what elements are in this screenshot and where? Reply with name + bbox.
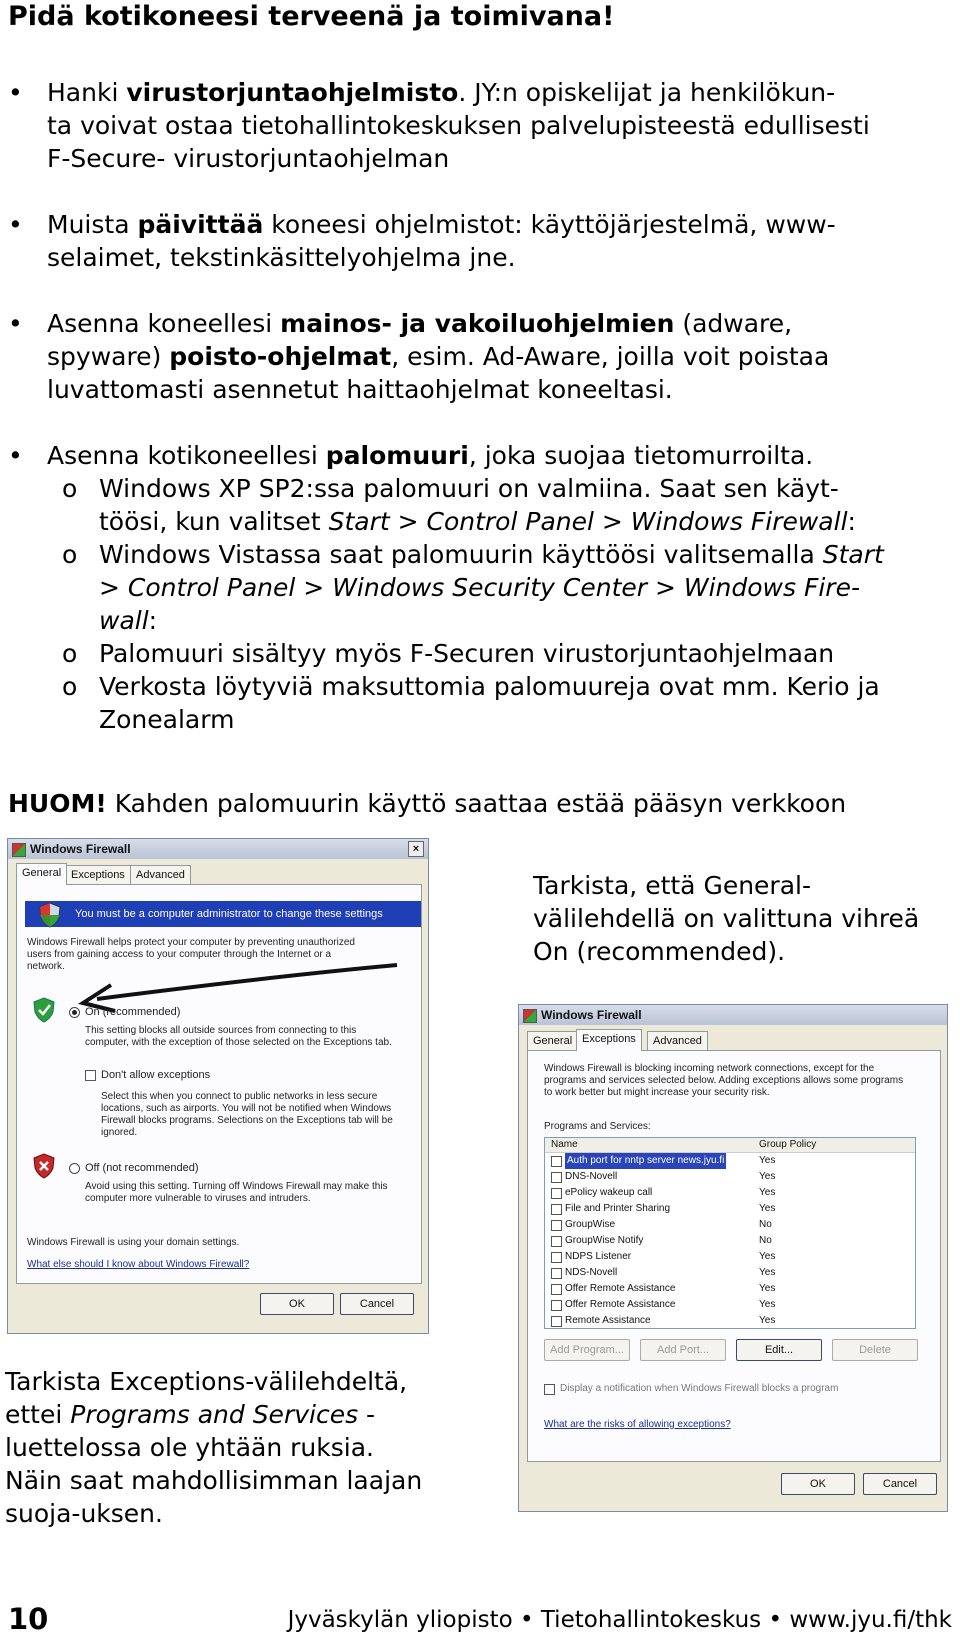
bullet-firewall xyxy=(0,439,960,736)
intro-text: Windows Firewall is blocking incoming network connections, except for the programs and services selected below. Adding exceptions allows some programs to work better but might increase your security risk. xyxy=(544,1063,904,1098)
row-policy: Yes xyxy=(759,1267,776,1278)
bold-text: palomuuri xyxy=(325,441,469,470)
firewall-sublist xyxy=(0,472,960,736)
on-label: On (recommended) xyxy=(85,1006,181,1018)
tab-advanced[interactable]: Advanced xyxy=(130,865,191,884)
text: Hanki xyxy=(47,78,127,107)
text: > xyxy=(593,507,631,536)
caption-general: Tarkista, että General-välilehdellä on valittuna vihreä On (recommended). xyxy=(533,871,920,966)
dialog-title: Windows Firewall xyxy=(30,842,131,856)
row-name: GroupWise Notify xyxy=(565,1235,644,1246)
tab-strip xyxy=(8,863,428,885)
text: töösi, kun valitset xyxy=(99,507,329,536)
list-row[interactable] xyxy=(545,1265,915,1281)
off-radio[interactable] xyxy=(69,1163,80,1174)
list-row[interactable] xyxy=(545,1249,915,1265)
shield-icon xyxy=(39,902,61,928)
warning-note xyxy=(8,787,846,820)
firewall-icon xyxy=(12,843,26,857)
general-panel xyxy=(16,884,422,1284)
text: > xyxy=(647,573,684,602)
delete-button[interactable]: Delete xyxy=(832,1339,918,1361)
tab-exceptions[interactable]: Exceptions xyxy=(65,865,131,884)
green-shield-icon xyxy=(33,997,55,1023)
cancel-button[interactable]: Cancel xyxy=(340,1293,414,1315)
row-policy: Yes xyxy=(759,1283,776,1294)
row-policy: Yes xyxy=(759,1187,776,1198)
dialog-title: Windows Firewall xyxy=(541,1008,642,1022)
firewall-general-dialog xyxy=(7,838,429,1334)
text: Windows XP SP2:ssa palomuuri on valmiina. Saat sen käyt- xyxy=(99,474,839,503)
text: ta voivat ostaa tietohallintokeskuksen palvelupisteestä edullisesti xyxy=(47,111,870,140)
ok-button[interactable]: OK xyxy=(260,1293,334,1315)
text: , joka suojaa tietomurroilta. xyxy=(468,441,814,470)
row-name: ePolicy wakeup call xyxy=(565,1187,653,1198)
row-checkbox[interactable] xyxy=(551,1300,562,1311)
text: > xyxy=(295,573,333,602)
col-group-policy[interactable]: Group Policy xyxy=(759,1139,817,1150)
text: : xyxy=(148,606,158,635)
sub-item-fsecure: o Palomuuri sisältyy myös F-Securen virustorjuntaohjelmaan xyxy=(0,637,960,670)
close-icon[interactable]: × xyxy=(408,841,424,857)
bullet-antivirus xyxy=(0,76,960,175)
row-name: GroupWise xyxy=(565,1219,616,1230)
page-number: 10 xyxy=(8,1602,49,1636)
row-name: Offer Remote Assistance xyxy=(565,1283,676,1294)
col-name[interactable]: Name xyxy=(551,1139,578,1150)
sub-item-vista xyxy=(0,538,960,637)
caption-exceptions xyxy=(5,1365,435,1530)
row-checkbox[interactable] xyxy=(551,1268,562,1279)
row-checkbox[interactable] xyxy=(551,1236,562,1247)
bullet-adware xyxy=(0,307,960,406)
page-footer xyxy=(0,1604,960,1636)
row-policy: Yes xyxy=(759,1251,776,1262)
tab-general[interactable]: General xyxy=(527,1031,578,1050)
row-policy: Yes xyxy=(759,1299,776,1310)
edit-button[interactable]: Edit... xyxy=(736,1339,822,1361)
list-row[interactable] xyxy=(545,1201,915,1217)
note-label: HUOM! xyxy=(8,789,107,818)
row-name: File and Printer Sharing xyxy=(565,1203,671,1214)
text: F-Secure- virustorjuntaohjelman xyxy=(47,144,450,173)
help-link[interactable]: What else should I know about Windows Firewall? xyxy=(27,1259,250,1270)
cancel-button[interactable]: Cancel xyxy=(863,1473,937,1495)
row-policy: Yes xyxy=(759,1315,776,1326)
row-checkbox[interactable] xyxy=(551,1188,562,1199)
text: selaimet, tekstinkäsittelyohjelma jne. xyxy=(47,243,516,272)
note-text: Kahden palomuurin käyttö saattaa estää pääsyn verkkoon xyxy=(106,789,847,818)
list-header xyxy=(545,1138,915,1153)
row-policy: Yes xyxy=(759,1203,776,1214)
row-policy: No xyxy=(759,1235,772,1246)
dialog-titlebar xyxy=(8,839,428,859)
text: Asenna kotikoneellesi xyxy=(47,441,326,470)
dont-allow-label: Don't allow exceptions xyxy=(101,1069,211,1081)
tab-exceptions[interactable]: Exceptions xyxy=(576,1029,642,1051)
row-name: Auth port for nntp server news.jyu.fi xyxy=(565,1153,726,1169)
add-program-button[interactable]: Add Program... xyxy=(544,1339,630,1361)
bold-text: mainos- ja vakoiluohjelmien xyxy=(280,309,675,338)
text: koneesi ohjelmistot: käyttöjärjestelmä, www- xyxy=(263,210,836,239)
row-name: Remote Assistance xyxy=(565,1315,651,1326)
list-row[interactable] xyxy=(545,1313,915,1329)
text: > xyxy=(389,507,427,536)
text: -luettelossa ole yhtään ruksia. Näin saat mahdollisimman laajan suoja-uksen. xyxy=(5,1400,423,1528)
text: . JY:n opiskelijat ja henkilökun- xyxy=(458,78,836,107)
row-policy: Yes xyxy=(759,1155,776,1166)
row-checkbox[interactable] xyxy=(551,1172,562,1183)
red-shield-icon xyxy=(33,1153,55,1179)
bold-text: virustorjuntaohjelmisto xyxy=(126,78,459,107)
list-row[interactable] xyxy=(545,1297,915,1313)
text: Tarkista Exceptions-välilehdeltä, ettei xyxy=(5,1367,408,1429)
banner-text: You must be a computer administrator to change these settings xyxy=(75,908,383,920)
page-title: Pidä kotikoneesi terveenä ja toimivana! xyxy=(8,1,615,32)
italic-text: Start xyxy=(822,540,884,569)
exceptions-panel xyxy=(527,1050,941,1462)
domain-note: Windows Firewall is using your domain settings. xyxy=(27,1237,240,1248)
text: Muista xyxy=(47,210,138,239)
row-checkbox[interactable] xyxy=(551,1284,562,1295)
notify-label: Display a notification when Windows Firewall blocks a program xyxy=(560,1383,839,1394)
risks-link[interactable]: What are the risks of allowing exceptions? xyxy=(544,1419,731,1430)
bullet-list xyxy=(0,76,960,769)
row-checkbox[interactable] xyxy=(551,1252,562,1263)
sub-item-xp xyxy=(0,472,960,538)
italic-text: Programs and Services xyxy=(70,1400,359,1429)
list-label: Programs and Services: xyxy=(544,1121,651,1132)
text: luvattomasti asennetut haittaohjelmat koneeltasi. xyxy=(47,375,673,404)
list-row[interactable] xyxy=(545,1281,915,1297)
sub-item-free-firewalls: o Verkosta löytyviä maksuttomia palomuureja ovat mm. Kerio ja Zonealarm xyxy=(0,670,960,736)
row-checkbox[interactable] xyxy=(551,1220,562,1231)
list-row[interactable] xyxy=(545,1185,915,1201)
text: spyware) xyxy=(47,342,170,371)
bold-text: poisto-ohjelmat xyxy=(169,342,392,371)
add-port-button[interactable]: Add Port... xyxy=(640,1339,726,1361)
row-name: NDPS Listener xyxy=(565,1251,632,1262)
row-name: NDS-Novell xyxy=(565,1267,618,1278)
text: (adware, xyxy=(674,309,793,338)
dont-allow-description: Select this when you connect to public networks in less secure locations, such as airports. You will not be notified when Windows Firewall blocks programs. Selections on the Exceptions tab will be ignored. xyxy=(101,1091,393,1138)
tab-strip xyxy=(519,1029,947,1051)
list-row[interactable] xyxy=(545,1153,915,1169)
off-label: Off (not recommended) xyxy=(85,1162,199,1174)
list-row[interactable] xyxy=(545,1233,915,1249)
italic-text: Windows Firewall xyxy=(630,507,848,536)
dont-allow-checkbox[interactable] xyxy=(85,1070,96,1081)
italic-text: wall xyxy=(99,606,149,635)
intro-text: Windows Firewall helps protect your computer by preventing unauthorized users from gaining access to your computer through the Internet or a network. xyxy=(27,937,355,972)
row-name: Offer Remote Assistance xyxy=(565,1299,676,1310)
footer-text: Jyväskylän yliopisto • Tietohallintokeskus • www.jyu.fi/thk xyxy=(287,1607,952,1633)
bullet-updates xyxy=(0,208,960,274)
firewall-exceptions-dialog xyxy=(518,1004,948,1512)
italic-text: Windows Security Center xyxy=(332,573,648,602)
firewall-icon xyxy=(523,1009,537,1023)
row-checkbox[interactable] xyxy=(551,1204,562,1215)
on-radio[interactable] xyxy=(69,1007,80,1018)
row-policy: No xyxy=(759,1219,772,1230)
text: Windows Vistassa saat palomuurin käyttöösi valitsemalla xyxy=(99,540,823,569)
text: , esim. Ad-Aware, joilla voit poistaa xyxy=(391,342,830,371)
tab-general[interactable]: General xyxy=(16,863,67,885)
list-row[interactable] xyxy=(545,1169,915,1185)
bold-text: päivittää xyxy=(137,210,264,239)
dialog-titlebar xyxy=(519,1005,947,1025)
row-policy: Yes xyxy=(759,1171,776,1182)
italic-text: Control Panel xyxy=(426,507,594,536)
tab-advanced[interactable]: Advanced xyxy=(647,1031,708,1050)
ok-button[interactable]: OK xyxy=(781,1473,855,1495)
row-checkbox[interactable] xyxy=(551,1156,562,1167)
admin-banner xyxy=(25,901,421,927)
text: Asenna koneellesi xyxy=(47,309,281,338)
notify-checkbox[interactable] xyxy=(544,1384,555,1395)
row-name: DNS-Novell xyxy=(565,1171,618,1182)
italic-text: Start xyxy=(328,507,390,536)
text: > xyxy=(99,573,128,602)
text: : xyxy=(847,507,856,536)
on-description: This setting blocks all outside sources from connecting to this computer, with the exception of those selected on the Exceptions tab. xyxy=(85,1025,392,1048)
italic-text: Windows Fire- xyxy=(683,573,860,602)
list-row[interactable] xyxy=(545,1217,915,1233)
italic-text: Control Panel xyxy=(127,573,296,602)
programs-list xyxy=(544,1137,916,1329)
row-checkbox[interactable] xyxy=(551,1316,562,1327)
off-description: Avoid using this setting. Turning off Windows Firewall may make this computer more vulnerable to viruses and intruders. xyxy=(85,1181,388,1204)
